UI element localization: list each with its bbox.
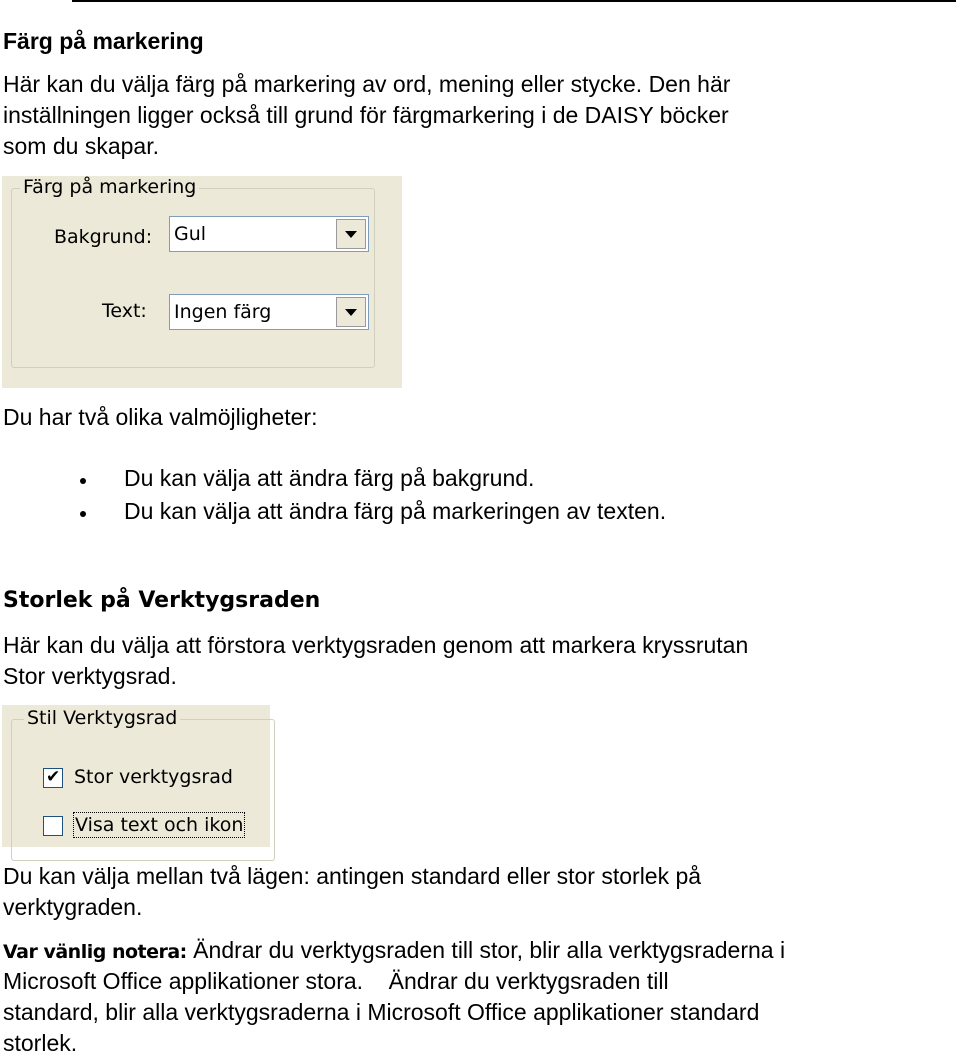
show-text-icon-checkbox[interactable] — [43, 816, 63, 836]
text-dropdown-button[interactable] — [336, 297, 366, 327]
heading-farg-pa-markering: Färg på markering — [3, 28, 204, 54]
note-line-1-text: Ändrar du verktygsraden till stor, blir alla verktygsraderna i — [186, 937, 786, 963]
intro-line-2: inställningen ligger också till grund för färgmarkering i de DAISY böcker — [3, 102, 729, 128]
toolbar-group-title: Stil Verktygsrad — [24, 707, 180, 729]
checkmark-icon: ✔ — [46, 767, 61, 787]
intro2-line-1: Här kan du välja att förstora verktygsraden genom att markera kryssrutan — [3, 632, 749, 658]
list-item-text: Du kan välja att ändra färg på markeringen av texten. — [124, 498, 667, 524]
text-label: Text: — [102, 300, 147, 322]
intro-line-3: som du skapar. — [3, 133, 159, 159]
bullet-icon — [80, 478, 86, 484]
note-line-2: Microsoft Office applikationer stora. Ändrar du verktygsraden till — [3, 968, 669, 994]
intro2-line-2: Stor verktygsrad. — [3, 663, 177, 689]
heading-storlek-pa-verktygsraden: Storlek på Verktygsraden — [3, 588, 321, 613]
background-combobox[interactable] — [169, 216, 369, 252]
text-combobox[interactable] — [169, 294, 369, 330]
background-value: Gul — [174, 223, 207, 245]
show-text-icon-label[interactable]: Visa text och ikon — [75, 814, 244, 836]
note-line-3: standard, blir alla verktygsraderna i Microsoft Office applikationer standard — [3, 999, 760, 1025]
modes-line-1: Du kan välja mellan två lägen: antingen standard eller stor storlek på — [3, 863, 702, 889]
note-label: Var vänlig notera: — [3, 941, 187, 963]
note-line-1 — [3, 935, 785, 968]
bullet-icon — [80, 511, 86, 517]
modes-line-2: verktygraden. — [3, 894, 143, 920]
intro-line-1: Här kan du välja färg på markering av ord, mening eller stycke. Den här — [3, 71, 731, 97]
background-dropdown-button[interactable] — [336, 219, 366, 249]
note-line-4: storlek. — [3, 1030, 78, 1056]
list-item-text: Du kan välja att ändra färg på bakgrund. — [124, 465, 535, 491]
background-label: Bakgrund: — [54, 226, 153, 248]
color-dialog-screenshot — [2, 176, 402, 388]
color-group-title: Färg på markering — [20, 176, 199, 198]
header-rule — [72, 0, 956, 2]
options-intro: Du har två olika valmöjligheter: — [3, 404, 318, 430]
large-toolbar-label[interactable]: Stor verktygsrad — [74, 766, 233, 788]
large-toolbar-checkbox[interactable] — [43, 768, 63, 788]
toolbar-dialog-screenshot — [2, 705, 270, 847]
chevron-down-icon — [345, 231, 357, 238]
text-value: Ingen färg — [174, 301, 272, 323]
toolbar-group-box — [11, 719, 275, 861]
color-group-box — [11, 188, 375, 368]
chevron-down-icon — [345, 309, 357, 316]
